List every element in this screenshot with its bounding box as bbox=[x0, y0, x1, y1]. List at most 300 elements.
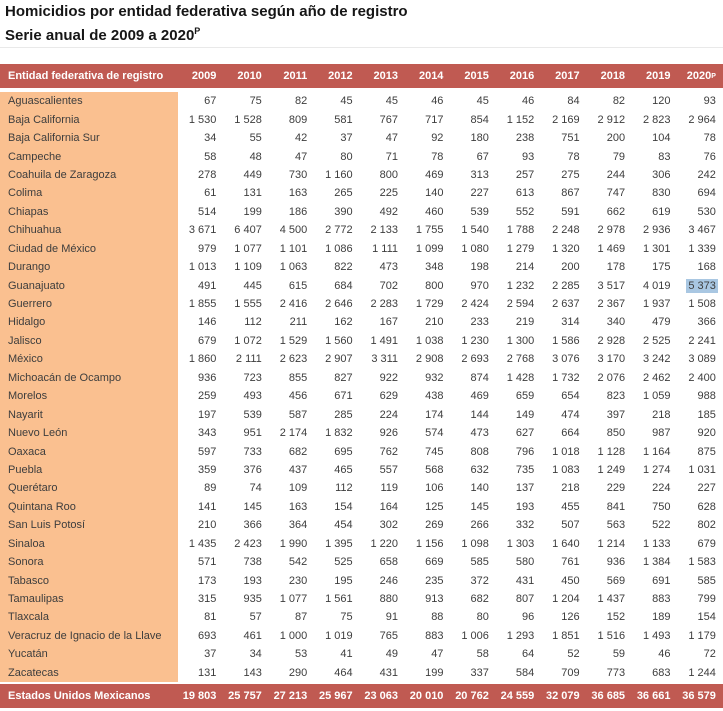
value-cell bbox=[269, 461, 314, 479]
value-cell bbox=[587, 92, 632, 110]
value-cell bbox=[632, 147, 677, 165]
value-text: 1 755 bbox=[415, 224, 444, 237]
value-cell bbox=[360, 627, 405, 645]
value-text: 1 031 bbox=[688, 463, 716, 476]
footer-value-cell: 25 757 bbox=[228, 690, 262, 702]
value-cell bbox=[677, 110, 722, 128]
value-cell bbox=[677, 203, 722, 221]
value-text: 91 bbox=[385, 611, 399, 624]
value-text: 34 bbox=[249, 648, 262, 661]
value-text: 557 bbox=[379, 463, 399, 476]
value-cell bbox=[405, 479, 450, 497]
value-cell bbox=[632, 166, 677, 184]
value-text: 3 671 bbox=[188, 224, 217, 237]
value-text: 437 bbox=[288, 463, 308, 476]
value-cell bbox=[405, 461, 450, 479]
value-text: 64 bbox=[522, 648, 535, 661]
value-cell bbox=[314, 608, 359, 626]
value-cell bbox=[677, 442, 722, 460]
value-cell bbox=[541, 184, 586, 202]
value-text: 431 bbox=[515, 574, 535, 587]
value-text: 1 063 bbox=[279, 261, 308, 274]
value-cell bbox=[677, 387, 722, 405]
value-cell bbox=[541, 664, 586, 682]
state-name-cell: Hidalgo bbox=[0, 313, 178, 331]
value-cell bbox=[223, 535, 268, 553]
value-cell bbox=[587, 350, 632, 368]
value-cell bbox=[677, 498, 722, 516]
value-cell bbox=[496, 461, 541, 479]
value-cell bbox=[223, 608, 268, 626]
value-cell bbox=[632, 110, 677, 128]
value-text: 2 076 bbox=[597, 371, 626, 384]
value-cell bbox=[587, 110, 632, 128]
value-cell bbox=[405, 276, 450, 294]
value-text: 1 038 bbox=[415, 334, 444, 347]
value-text: 514 bbox=[198, 205, 217, 218]
value-cell bbox=[360, 424, 405, 442]
value-cell bbox=[632, 608, 677, 626]
value-text: 119 bbox=[380, 482, 399, 495]
value-text: 922 bbox=[379, 371, 399, 384]
value-text: 2 285 bbox=[552, 279, 580, 292]
value-cell bbox=[405, 608, 450, 626]
value-cell bbox=[450, 276, 495, 294]
value-cell bbox=[496, 313, 541, 331]
value-text: 800 bbox=[425, 279, 444, 292]
value-cell bbox=[450, 387, 495, 405]
table-row bbox=[0, 553, 723, 571]
value-cell bbox=[450, 424, 495, 442]
value-text: 112 bbox=[244, 316, 262, 329]
value-text: 79 bbox=[612, 150, 626, 163]
value-text: 146 bbox=[198, 316, 217, 329]
value-cell bbox=[178, 147, 223, 165]
value-cell bbox=[360, 664, 405, 682]
value-cell bbox=[223, 110, 268, 128]
value-text: 2 978 bbox=[597, 224, 626, 237]
value-cell bbox=[223, 479, 268, 497]
value-cell bbox=[541, 535, 586, 553]
value-cell bbox=[314, 295, 359, 313]
header-year-2013: 2013 bbox=[373, 70, 399, 82]
value-cell bbox=[223, 553, 268, 571]
value-cell bbox=[496, 369, 541, 387]
value-text: 2 823 bbox=[642, 113, 671, 126]
value-cell bbox=[314, 405, 359, 423]
value-cell bbox=[269, 129, 314, 147]
value-cell bbox=[541, 590, 586, 608]
value-cell bbox=[450, 147, 495, 165]
value-text: 1 491 bbox=[370, 334, 399, 347]
value-cell bbox=[496, 295, 541, 313]
value-cell bbox=[677, 461, 722, 479]
value-text: 1 293 bbox=[506, 629, 535, 642]
value-text: 364 bbox=[288, 519, 308, 532]
value-cell bbox=[269, 221, 314, 239]
footer-value-cell: 36 579 bbox=[682, 690, 716, 702]
state-name-cell: Ciudad de México bbox=[0, 240, 178, 258]
value-text: 671 bbox=[334, 390, 353, 403]
value-text: 1 232 bbox=[506, 279, 535, 292]
value-cell bbox=[587, 479, 632, 497]
value-cell bbox=[405, 590, 450, 608]
value-text: 2 462 bbox=[642, 371, 671, 384]
value-cell bbox=[314, 387, 359, 405]
value-text: 717 bbox=[425, 113, 444, 126]
value-text: 1 072 bbox=[234, 334, 262, 347]
footer-value-cell: 25 967 bbox=[318, 690, 353, 702]
state-name-cell: Michoacán de Ocampo bbox=[0, 369, 178, 387]
value-text: 185 bbox=[697, 408, 716, 421]
value-cell bbox=[360, 203, 405, 221]
value-cell bbox=[541, 645, 586, 663]
value-text: 78 bbox=[431, 150, 444, 163]
value-text: 883 bbox=[425, 629, 444, 642]
state-name-cell: Oaxaca bbox=[0, 442, 178, 460]
value-text: 257 bbox=[515, 168, 535, 181]
table-row bbox=[0, 332, 723, 350]
value-cell bbox=[587, 608, 632, 626]
value-cell bbox=[360, 516, 405, 534]
value-cell bbox=[632, 590, 677, 608]
value-cell bbox=[496, 110, 541, 128]
value-cell bbox=[541, 258, 586, 276]
value-text: 1 249 bbox=[597, 463, 626, 476]
value-text: 4 019 bbox=[642, 279, 671, 292]
value-text: 1 384 bbox=[642, 556, 671, 569]
value-text: 2 908 bbox=[415, 353, 444, 366]
value-text: 244 bbox=[606, 168, 626, 181]
state-name-cell: Veracruz de Ignacio de la Llave bbox=[0, 627, 178, 645]
value-text: 58 bbox=[476, 648, 489, 661]
value-cell bbox=[223, 276, 268, 294]
value-text: 154 bbox=[697, 611, 716, 624]
value-text: 761 bbox=[561, 556, 580, 569]
selected-value-text: 5 373 bbox=[688, 279, 716, 292]
value-text: 1 133 bbox=[642, 537, 671, 550]
table-row bbox=[0, 240, 723, 258]
value-cell bbox=[223, 498, 268, 516]
value-text: 230 bbox=[288, 574, 308, 587]
footer-value-cell: 36 661 bbox=[636, 690, 671, 702]
value-text: 1 101 bbox=[279, 242, 308, 255]
value-text: 210 bbox=[425, 316, 444, 329]
value-cell bbox=[496, 276, 541, 294]
value-cell bbox=[587, 332, 632, 350]
value-cell bbox=[587, 184, 632, 202]
value-text: 465 bbox=[334, 463, 353, 476]
value-text: 613 bbox=[515, 187, 535, 200]
value-text: 979 bbox=[198, 242, 217, 255]
value-cell bbox=[314, 110, 359, 128]
value-text: 662 bbox=[606, 205, 626, 218]
value-cell bbox=[360, 442, 405, 460]
value-cell bbox=[587, 166, 632, 184]
value-text: 542 bbox=[288, 556, 308, 569]
header-year-2010: 2010 bbox=[237, 70, 262, 82]
value-text: 691 bbox=[652, 574, 671, 587]
value-text: 41 bbox=[340, 648, 353, 661]
state-name-cell: Yucatán bbox=[0, 645, 178, 663]
value-text: 2 416 bbox=[279, 298, 308, 311]
value-text: 163 bbox=[288, 187, 308, 200]
header-year-2014: 2014 bbox=[418, 70, 444, 82]
state-name-cell: Zacatecas bbox=[0, 664, 178, 682]
value-cell bbox=[405, 516, 450, 534]
value-text: 1 244 bbox=[688, 666, 716, 679]
value-cell bbox=[360, 350, 405, 368]
value-text: 2 174 bbox=[279, 427, 308, 440]
value-cell bbox=[223, 442, 268, 460]
header-year-2011: 2011 bbox=[283, 70, 308, 82]
value-cell bbox=[269, 571, 314, 589]
value-cell bbox=[269, 424, 314, 442]
value-text: 137 bbox=[515, 482, 535, 495]
value-text: 920 bbox=[697, 427, 716, 440]
header-year-2020: 2020 P bbox=[686, 70, 716, 82]
value-text: 1 160 bbox=[325, 168, 353, 181]
value-cell bbox=[677, 313, 722, 331]
table-row bbox=[0, 516, 723, 534]
value-text: 539 bbox=[470, 205, 489, 218]
value-text: 302 bbox=[379, 519, 399, 532]
value-text: 454 bbox=[334, 519, 353, 532]
value-cell bbox=[269, 92, 314, 110]
value-text: 227 bbox=[470, 187, 489, 200]
value-cell bbox=[314, 184, 359, 202]
value-cell bbox=[223, 350, 268, 368]
value-cell bbox=[496, 516, 541, 534]
table-row bbox=[0, 350, 723, 368]
value-text: 152 bbox=[606, 611, 626, 624]
value-text: 745 bbox=[425, 445, 444, 458]
value-text: 199 bbox=[425, 666, 444, 679]
table-row bbox=[0, 479, 723, 497]
value-text: 37 bbox=[204, 648, 217, 661]
value-text: 702 bbox=[379, 279, 399, 292]
value-text: 830 bbox=[652, 187, 671, 200]
value-text: 796 bbox=[515, 445, 535, 458]
value-text: 539 bbox=[243, 408, 262, 421]
value-cell bbox=[677, 627, 722, 645]
value-cell bbox=[405, 184, 450, 202]
value-text: 627 bbox=[515, 427, 535, 440]
footer-total-label: Estados Unidos Mexicanos bbox=[8, 690, 151, 702]
value-text: 1 561 bbox=[325, 593, 353, 606]
value-text: 92 bbox=[431, 132, 444, 145]
value-cell bbox=[541, 498, 586, 516]
value-cell bbox=[450, 203, 495, 221]
value-cell bbox=[178, 442, 223, 460]
value-cell bbox=[178, 276, 223, 294]
value-cell bbox=[405, 424, 450, 442]
state-name-cell: Durango bbox=[0, 258, 178, 276]
value-cell bbox=[405, 110, 450, 128]
value-text: 125 bbox=[425, 500, 444, 513]
value-cell bbox=[314, 498, 359, 516]
value-text: 306 bbox=[652, 168, 671, 181]
state-name-cell: Nuevo León bbox=[0, 424, 178, 442]
value-cell bbox=[450, 405, 495, 423]
value-cell bbox=[223, 203, 268, 221]
value-text: 1 732 bbox=[552, 371, 580, 384]
value-cell bbox=[496, 147, 541, 165]
value-cell bbox=[223, 590, 268, 608]
value-cell bbox=[587, 405, 632, 423]
value-text: 659 bbox=[515, 390, 535, 403]
table-row bbox=[0, 129, 723, 147]
value-cell bbox=[677, 129, 722, 147]
value-cell bbox=[269, 110, 314, 128]
value-text: 1 220 bbox=[370, 537, 399, 550]
value-cell bbox=[632, 664, 677, 682]
table-row bbox=[0, 498, 723, 516]
value-cell bbox=[269, 645, 314, 663]
value-text: 936 bbox=[606, 556, 626, 569]
table-row bbox=[0, 92, 723, 110]
header-year-2009: 2009 bbox=[191, 70, 217, 82]
value-cell bbox=[632, 535, 677, 553]
table-row bbox=[0, 184, 723, 202]
value-text: 83 bbox=[658, 150, 671, 163]
value-text: 1 156 bbox=[415, 537, 444, 550]
value-cell bbox=[314, 129, 359, 147]
value-cell bbox=[632, 442, 677, 460]
table-row bbox=[0, 608, 723, 626]
value-text: 168 bbox=[697, 261, 716, 274]
value-cell bbox=[405, 129, 450, 147]
value-text: 874 bbox=[470, 371, 489, 384]
value-cell bbox=[632, 332, 677, 350]
value-text: 1 586 bbox=[552, 334, 580, 347]
value-text: 735 bbox=[515, 463, 535, 476]
value-text: 42 bbox=[294, 132, 308, 145]
value-cell bbox=[178, 129, 223, 147]
value-text: 658 bbox=[379, 556, 399, 569]
value-cell bbox=[450, 240, 495, 258]
value-text: 45 bbox=[385, 95, 399, 108]
state-name-cell: Tamaulipas bbox=[0, 590, 178, 608]
value-text: 164 bbox=[379, 500, 399, 513]
value-text: 178 bbox=[606, 261, 626, 274]
value-cell bbox=[314, 221, 359, 239]
selected-value-cell[interactable] bbox=[677, 276, 722, 294]
value-cell bbox=[223, 424, 268, 442]
value-cell bbox=[632, 221, 677, 239]
value-cell bbox=[541, 608, 586, 626]
value-cell bbox=[587, 221, 632, 239]
value-text: 1 435 bbox=[188, 537, 217, 550]
value-text: 571 bbox=[198, 556, 217, 569]
value-cell bbox=[178, 387, 223, 405]
state-name-cell: Guerrero bbox=[0, 295, 178, 313]
value-text: 3 076 bbox=[552, 353, 580, 366]
value-text: 390 bbox=[334, 205, 353, 218]
value-text: 738 bbox=[243, 556, 262, 569]
header-year-2016: 2016 bbox=[509, 70, 535, 82]
value-text: 145 bbox=[243, 500, 262, 513]
value-cell bbox=[405, 664, 450, 682]
value-cell bbox=[496, 590, 541, 608]
value-text: 242 bbox=[697, 168, 716, 181]
value-text: 93 bbox=[703, 95, 716, 108]
value-cell bbox=[632, 461, 677, 479]
value-text: 372 bbox=[470, 574, 489, 587]
value-text: 563 bbox=[606, 519, 626, 532]
value-cell bbox=[405, 535, 450, 553]
value-text: 214 bbox=[515, 261, 535, 274]
value-text: 1 860 bbox=[188, 353, 217, 366]
state-name-cell: México bbox=[0, 350, 178, 368]
value-text: 175 bbox=[652, 261, 671, 274]
value-cell bbox=[632, 387, 677, 405]
value-cell bbox=[405, 498, 450, 516]
value-cell bbox=[223, 664, 268, 682]
value-cell bbox=[269, 240, 314, 258]
value-cell bbox=[496, 571, 541, 589]
value-text: 1 086 bbox=[325, 242, 353, 255]
value-text: 1 729 bbox=[415, 298, 444, 311]
value-text: 1 529 bbox=[279, 334, 308, 347]
value-text: 632 bbox=[470, 463, 489, 476]
value-text: 473 bbox=[379, 261, 399, 274]
title-line-1: Homicidios por entidad federativa según año de registro bbox=[5, 3, 408, 20]
value-cell bbox=[496, 424, 541, 442]
value-text: 1 640 bbox=[552, 537, 580, 550]
value-cell bbox=[450, 461, 495, 479]
title-line-2 bbox=[5, 22, 408, 46]
value-text: 695 bbox=[334, 445, 353, 458]
value-text: 126 bbox=[561, 611, 580, 624]
header-year-2017: 2017 bbox=[555, 70, 580, 82]
value-text: 200 bbox=[606, 132, 626, 145]
value-text: 580 bbox=[515, 556, 535, 569]
value-text: 59 bbox=[612, 648, 626, 661]
state-name-cell: Sinaloa bbox=[0, 535, 178, 553]
value-text: 2 912 bbox=[597, 113, 626, 126]
value-cell bbox=[405, 313, 450, 331]
value-text: 827 bbox=[334, 371, 353, 384]
value-cell bbox=[496, 332, 541, 350]
value-text: 522 bbox=[652, 519, 671, 532]
value-text: 883 bbox=[652, 593, 671, 606]
value-text: 200 bbox=[561, 261, 580, 274]
value-text: 584 bbox=[515, 666, 535, 679]
value-cell bbox=[223, 240, 268, 258]
value-text: 530 bbox=[697, 205, 716, 218]
value-cell bbox=[360, 92, 405, 110]
value-cell bbox=[541, 442, 586, 460]
value-cell bbox=[269, 627, 314, 645]
value-cell bbox=[632, 129, 677, 147]
value-cell bbox=[178, 184, 223, 202]
value-cell bbox=[450, 627, 495, 645]
value-text: 174 bbox=[425, 408, 444, 421]
value-cell bbox=[541, 92, 586, 110]
table-row bbox=[0, 166, 723, 184]
value-cell bbox=[223, 129, 268, 147]
value-cell bbox=[496, 221, 541, 239]
value-text: 1 013 bbox=[188, 261, 217, 274]
value-text: 469 bbox=[425, 168, 444, 181]
value-text: 211 bbox=[289, 316, 308, 329]
value-cell bbox=[269, 369, 314, 387]
value-text: 47 bbox=[294, 150, 308, 163]
value-text: 359 bbox=[198, 463, 217, 476]
value-text: 619 bbox=[652, 205, 671, 218]
value-text: 709 bbox=[561, 666, 580, 679]
